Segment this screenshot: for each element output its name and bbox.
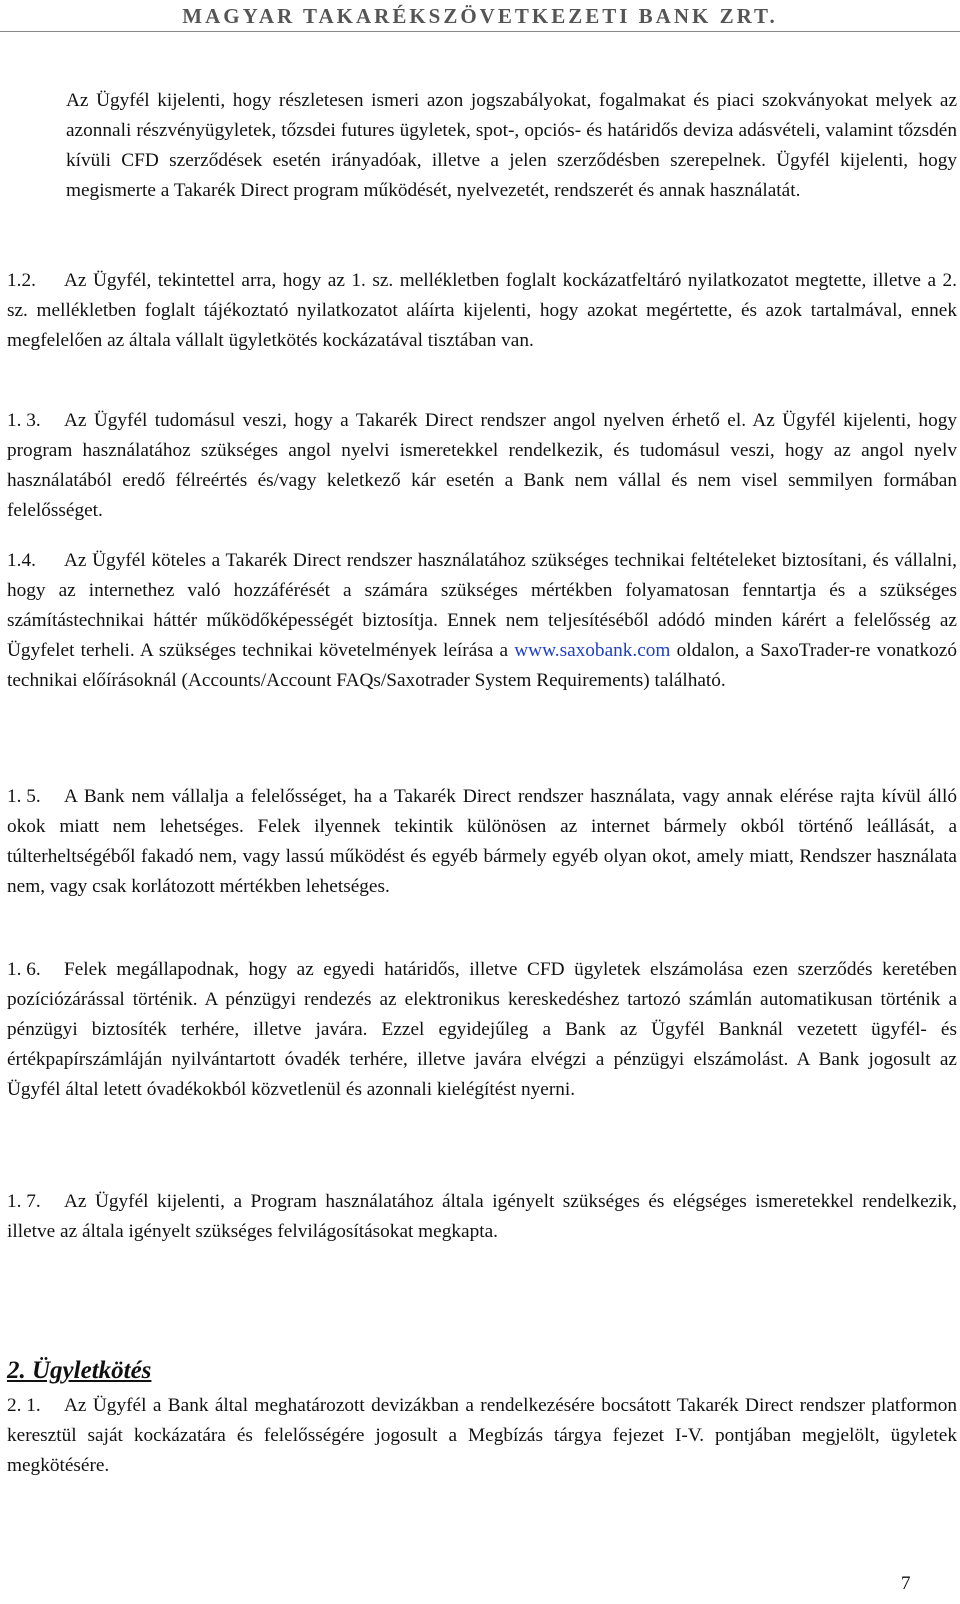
page-header	[0, 0, 960, 33]
page-number: 7	[901, 1573, 911, 1594]
intro-paragraph: Az Ügyfél kijelenti, hogy részletesen ismeri azon jogszabályokat, fogalmakat és piaci szokványokat melyek az azonnali részvényügyletek, tőzsdei futures ügyletek, spot-, opciós- és határidős deviza adásvételi, valamint tőzsdén kívüli CFD szerződések esetén irányadóak, illetve a jelen szerződésben szerepelnek. Ügyfél kijelenti, hogy megismerte a Takarék Direct program működését, nyelvezetét, rendszerét és annak használatát.	[66, 90, 957, 201]
clause-number: 1.4.	[7, 550, 36, 571]
clause-number: 1. 5.	[7, 786, 41, 807]
clause-1-2	[7, 266, 957, 356]
clause-number: 1. 3.	[7, 410, 41, 431]
clause-text: Az Ügyfél kijelenti, a Program használatához általa igényelt szükséges és elégséges ismeretekkel rendelkezik, illetve az általa igényelt szükséges felvilágosításokat megkapta.	[7, 1191, 957, 1242]
clause-text-before-link: Az Ügyfél köteles a Takarék Direct rendszer használatához szükséges technikai feltételeket biztosítani, és vállalni, hogy az internethez való hozzáférését a számára szükséges mértékben folyamatosan fenntartja és a szükséges számítástechnikai háttér működőképességét biztosítja. Ennek nem teljesítéséből adódó minden kárért a felelősség az Ügyfelet terheli. A szükséges technikai követelmények leírása a	[7, 550, 957, 661]
clause-2-1	[7, 1391, 957, 1481]
clause-1-3	[7, 406, 957, 526]
clause-1-4	[7, 546, 957, 696]
saxobank-link[interactable]: www.saxobank.com	[514, 640, 671, 661]
clause-1-7	[7, 1187, 957, 1247]
clause-number: 1. 6.	[7, 959, 41, 980]
clause-text-after-link: oldalon, a SaxoTrader-re vonatkozó technikai előírásoknál (Accounts/Account FAQs/Saxotrader System Requirements) található.	[7, 640, 957, 691]
clause-text: Az Ügyfél tudomásul veszi, hogy a Takarék Direct rendszer angol nyelven érhető el. Az Ügyfél kijelenti, hogy program használatához szükséges angol nyelvi ismeretekkel rendelkezik, és tudomásul veszi, hogy az angol nyelv használatából eredő félreértés és/vagy keletkező kár esetén a Bank nem vállal és nem visel semmilyen formában felelősséget.	[7, 410, 957, 521]
clause-text: Felek megállapodnak, hogy az egyedi határidős, illetve CFD ügyletek elszámolása ezen szerződés keretében pozíciózárással történik. A pénzügyi rendezés az elektronikus kereskedéshez tartozó számlán automatikusan történik a pénzügyi biztosíték terhére, illetve javára. Ezzel egyidejűleg a Bank az Ügyfél Banknál vezetett ügyfél- és értékpapírszámláján nyilvántartott óvadék terhére, illetve javára elvégzi a pénzügyi elszámolást. A Bank jogosult az Ügyfél által letett óvadékokból közvetlenül és azonnali kielégítést nyerni.	[7, 959, 957, 1100]
section-heading: 2. Ügyletkötés	[7, 1357, 152, 1384]
clause-text: Az Ügyfél a Bank által meghatározott devizákban a rendelkezésére bocsátott Takarék Direct rendszer platformon keresztül saját kockázatára és felelősségére jogosult a Megbízás tárgya fejezet I-V. pontjában megjelölt, ügyletek megkötésére.	[7, 1395, 957, 1476]
clause-number: 2. 1.	[7, 1395, 41, 1416]
clause-1-6	[7, 955, 957, 1105]
header-title: MAGYAR TAKARÉKSZÖVETKEZETI BANK ZRT.	[182, 4, 778, 28]
clause-number: 1. 7.	[7, 1191, 41, 1212]
clause-number: 1.2.	[7, 270, 36, 291]
clause-1-5	[7, 782, 957, 902]
clause-text: A Bank nem vállalja a felelősséget, ha a Takarék Direct rendszer használata, vagy annak elérése rajta kívül álló okok miatt nem lehetséges. Felek ilyennek tekintik különösen az internet bármely okból történő leállását, a túlterheltségéből fakadó nem, vagy lassú működést és egyéb bármely egyéb olyan okot, amely miatt, Rendszer használata nem, vagy csak korlátozott mértékben lehetséges.	[7, 786, 957, 897]
header-rule	[0, 31, 960, 32]
clause-text: Az Ügyfél, tekintettel arra, hogy az 1. sz. mellékletben foglalt kockázatfeltáró nyilatkozatot megtette, illetve a 2. sz. mellékletben foglalt tájékoztató nyilatkozatot aláírta kijelenti, hogy azokat megértette, és azok tartalmával, ennek megfelelően az általa vállalt ügyletkötés kockázatával tisztában van.	[7, 270, 957, 351]
